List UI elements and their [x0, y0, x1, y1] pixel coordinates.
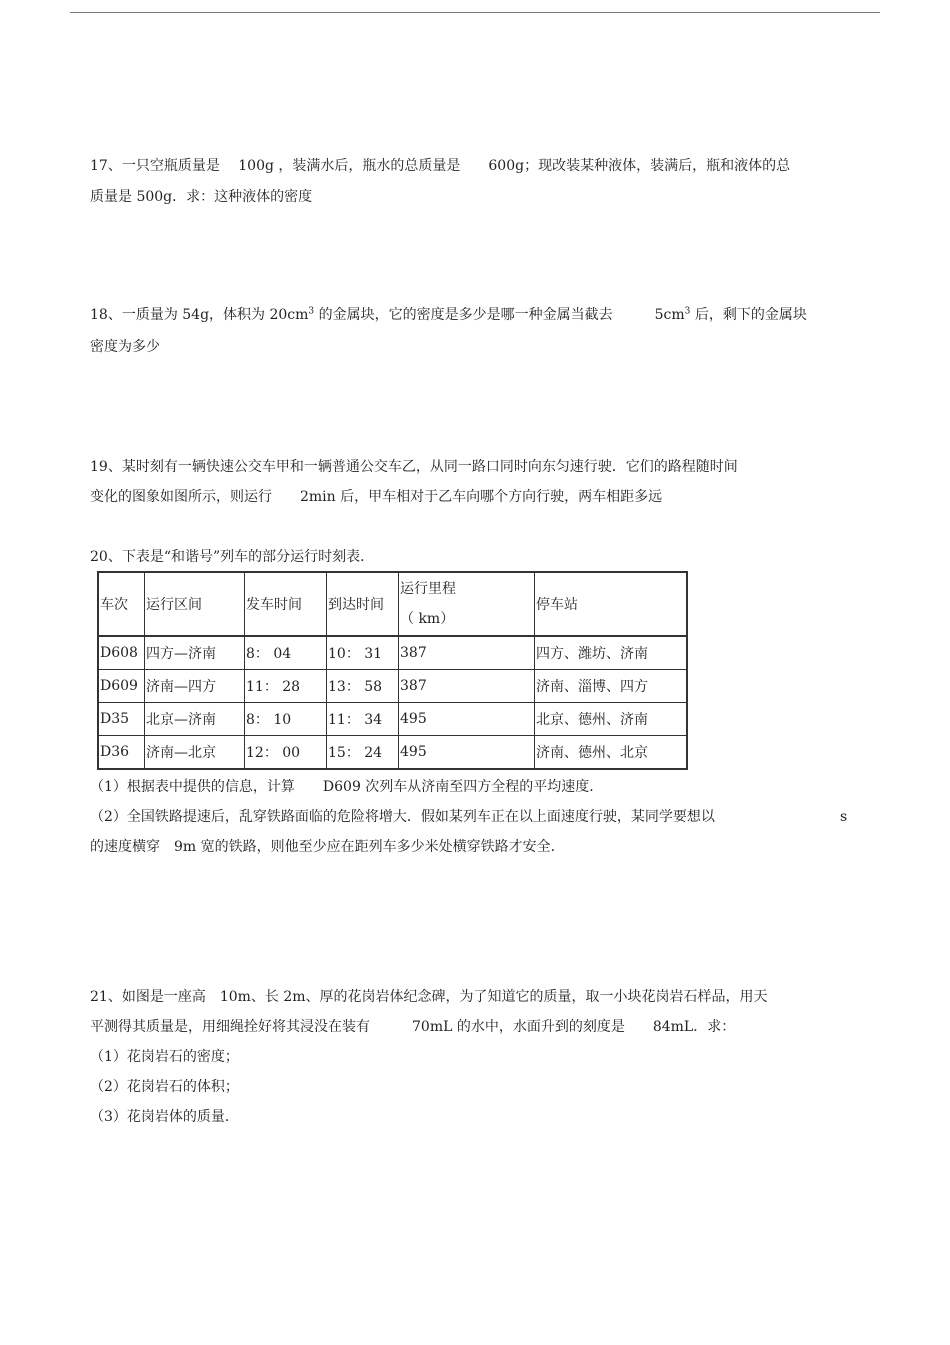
q21-sub-1: （1）花岗岩石的密度； — [90, 1049, 239, 1065]
q21-sub-3: （3）花岗岩体的质量． — [90, 1109, 239, 1125]
q20-sub-2: （2）全国铁路提速后，乱穿铁路面临的危险将增大．假如某列车正在以上面速度行驶，某同学要想以 — [90, 809, 715, 825]
header-cell: 到达时间 — [327, 572, 399, 636]
table-cell: D609 — [98, 670, 145, 703]
header-cell: 运行区间 — [145, 572, 245, 636]
table-cell: 11： 28 — [245, 670, 327, 703]
distance-label: 运行里程 — [400, 581, 456, 597]
q19-line-1: 19、某时刻有一辆快速公交车甲和一辆普通公交车乙，从同一路口同时向东匀速行驶．它们的路程随时间 — [90, 459, 738, 475]
q20-sub-2-unit: s — [840, 809, 848, 825]
header-rule — [70, 12, 880, 13]
q20-intro: 20、下表是“和谐号”列车的部分运行时刻表． — [90, 549, 375, 565]
table-cell: 15： 24 — [327, 736, 399, 770]
table-cell: 四方—济南 — [145, 636, 245, 670]
table-cell: D35 — [98, 703, 145, 736]
q18-text-c: 后，剩下的金属块 — [690, 307, 807, 323]
table-cell: 12： 00 — [245, 736, 327, 770]
table-cell: 11： 34 — [327, 703, 399, 736]
table-cell: 387 — [399, 636, 535, 670]
q18-superscript-2: 3 — [684, 306, 691, 317]
table-row — [98, 636, 687, 670]
table-cell: 四方、潍坊、济南 — [535, 636, 688, 670]
table-row — [98, 670, 687, 703]
table-cell: 495 — [399, 736, 535, 770]
table-cell: 北京—济南 — [145, 703, 245, 736]
q21-sub-2: （2）花岗岩石的体积； — [90, 1079, 239, 1095]
table-cell: 济南—四方 — [145, 670, 245, 703]
header-cell: 发车时间 — [245, 572, 327, 636]
table-cell: 10： 31 — [327, 636, 399, 670]
table-row — [98, 736, 687, 770]
table-row — [98, 703, 687, 736]
q20-sub-2-continued: 的速度横穿 9m 宽的铁路，则他至少应在距列车多少米处横穿铁路才安全． — [90, 839, 565, 855]
distance-unit: （ km） — [400, 611, 455, 627]
q18-line-2: 密度为多少 — [90, 339, 160, 355]
table-cell: 13： 58 — [327, 670, 399, 703]
table-cell: 495 — [399, 703, 535, 736]
q21-line-2: 平测得其质量是，用细绳拴好将其浸没在装有 70mL 的水中，水面升到的刻度是 84mL．求： — [90, 1019, 736, 1035]
table-cell: 387 — [399, 670, 535, 703]
q18-line-1 — [90, 306, 807, 324]
q18-superscript-1: 3 — [308, 306, 315, 317]
q20-sub-1: （1）根据表中提供的信息，计算 D609 次列车从济南至四方全程的平均速度． — [90, 779, 604, 795]
table-cell: D608 — [98, 636, 145, 670]
table-cell: D36 — [98, 736, 145, 770]
table-cell: 济南、淄博、四方 — [535, 670, 688, 703]
q18-text-a: 18、一质量为 54g，体积为 20cm — [90, 307, 309, 323]
q18-text-b: 的金属块，它的密度是多少是哪一种金属当截去 5cm — [314, 307, 685, 323]
header-cell-distance — [399, 572, 535, 636]
q21-line-1: 21、如图是一座高 10m、长 2m、厚的花岗岩体纪念碑，为了知道它的质量，取一小块花岗岩石样品，用天 — [90, 989, 768, 1005]
header-cell: 车次 — [98, 572, 145, 636]
q19-line-2: 变化的图象如图所示，则运行 2min 后，甲车相对于乙车向哪个方向行驶，两车相距多远 — [90, 489, 663, 505]
q17-line-1: 17、一只空瓶质量是 100g ，装满水后，瓶水的总质量是 600g；现改装某种液体，装满后，瓶和液体的总 — [90, 158, 791, 174]
table-cell: 济南、德州、北京 — [535, 736, 688, 770]
table-cell: 8： 04 — [245, 636, 327, 670]
table-cell: 北京、德州、济南 — [535, 703, 688, 736]
table-header-row — [98, 572, 687, 636]
q17-line-2: 质量是 500g．求：这种液体的密度 — [90, 189, 313, 205]
table-cell: 济南—北京 — [145, 736, 245, 770]
table-cell: 8： 10 — [245, 703, 327, 736]
header-cell: 停车站 — [535, 572, 688, 636]
train-timetable — [97, 571, 688, 770]
